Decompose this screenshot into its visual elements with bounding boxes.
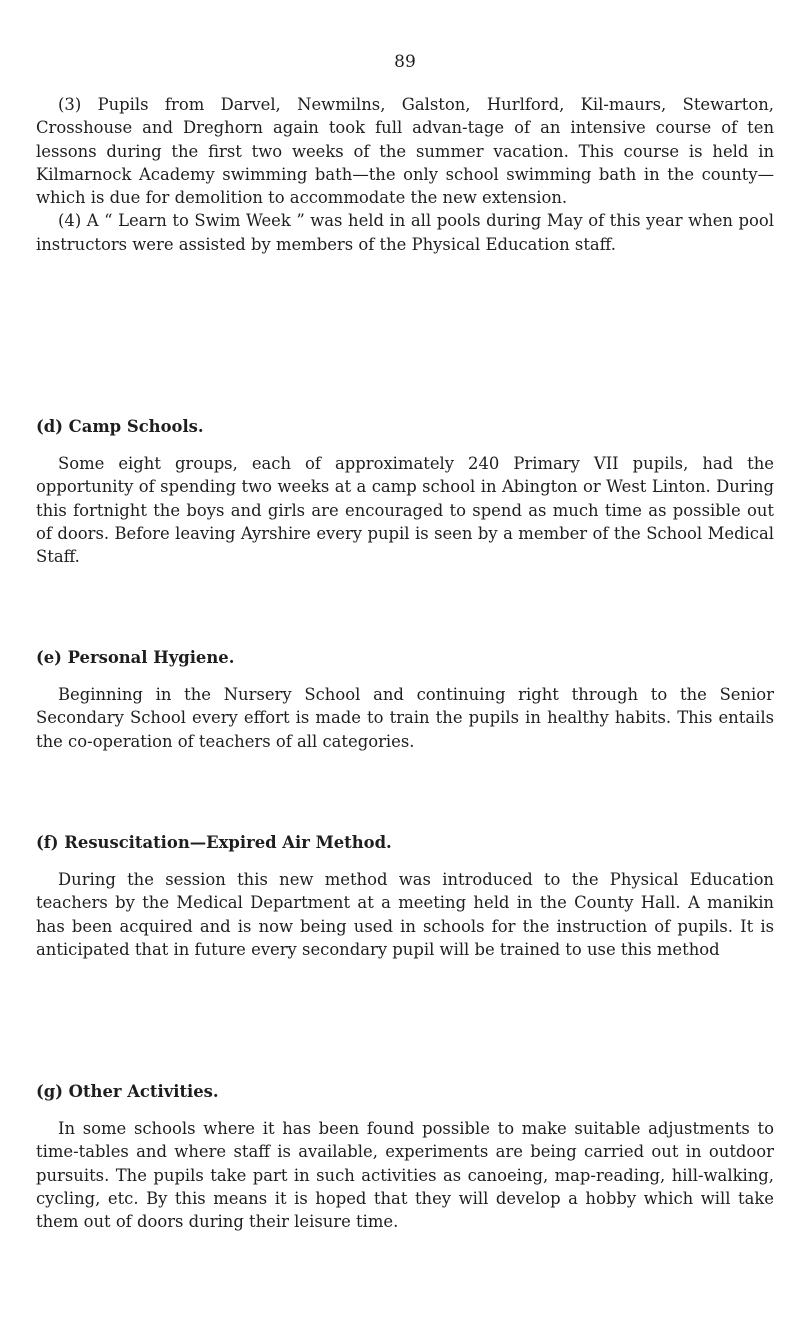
section-resuscitation (36, 831, 774, 961)
section-other-activities (36, 1080, 774, 1233)
page-number: 89 (394, 52, 416, 72)
section-heading: (d) Camp Schools. (36, 417, 204, 436)
intro-block (36, 93, 774, 256)
section-text: Some eight groups, each of approximately 240 Primary VII pupils, had the opportunity of spending two weeks at a camp school in Abington or West Linton. During this fortnight the boys and girls are encouraged to spend as much time as possible out of doors. Before leaving Ayrshire every pupil is seen by a member of the School Medical Staff. (36, 454, 774, 567)
section-heading: (e) Personal Hygiene. (36, 648, 235, 667)
section-heading: (g) Other Activities. (36, 1082, 219, 1101)
paragraph-swimming-course: (3) Pupils from Darvel, Newmilns, Galston, Hurlford, Kil-maurs, Stewarton, Crosshouse and Dreghorn again took full advan-tage of an intensive course of ten lessons during the first two weeks of the summer vacation. This course is held in Kilmarnock Academy swimming bath—the only school swimming bath in the county—which is due for demolition to accommodate the new extension. (36, 95, 774, 208)
section-personal-hygiene (36, 646, 774, 753)
section-camp-schools (36, 415, 774, 568)
section-text: In some schools where it has been found possible to make suitable adjustments to time-tables and where staff is available, experiments are being carried out in outdoor pursuits. The pupils take part in such activities as canoeing, map-reading, hill-walking, cycling, etc. By this means it is hoped that they will develop a hobby which will take them out of doors during their leisure time. (36, 1119, 774, 1232)
section-text: Beginning in the Nursery School and continuing right through to the Senior Secondary School every effort is made to train the pupils in healthy habits. This entails the co-operation of teachers of all categories. (36, 685, 774, 751)
paragraph-learn-to-swim-week: (4) A “ Learn to Swim Week ” was held in all pools during May of this year when pool instructors were assisted by members of the Physical Education staff. (36, 211, 774, 254)
section-text: During the session this new method was introduced to the Physical Education teachers by the Medical Department at a meeting held in the County Hall. A manikin has been acquired and is now being used in schools for the instruction of pupils. It is anticipated that in future every secondary pupil will be trained to use this method (36, 870, 774, 959)
section-heading: (f) Resuscitation—Expired Air Method. (36, 833, 392, 852)
